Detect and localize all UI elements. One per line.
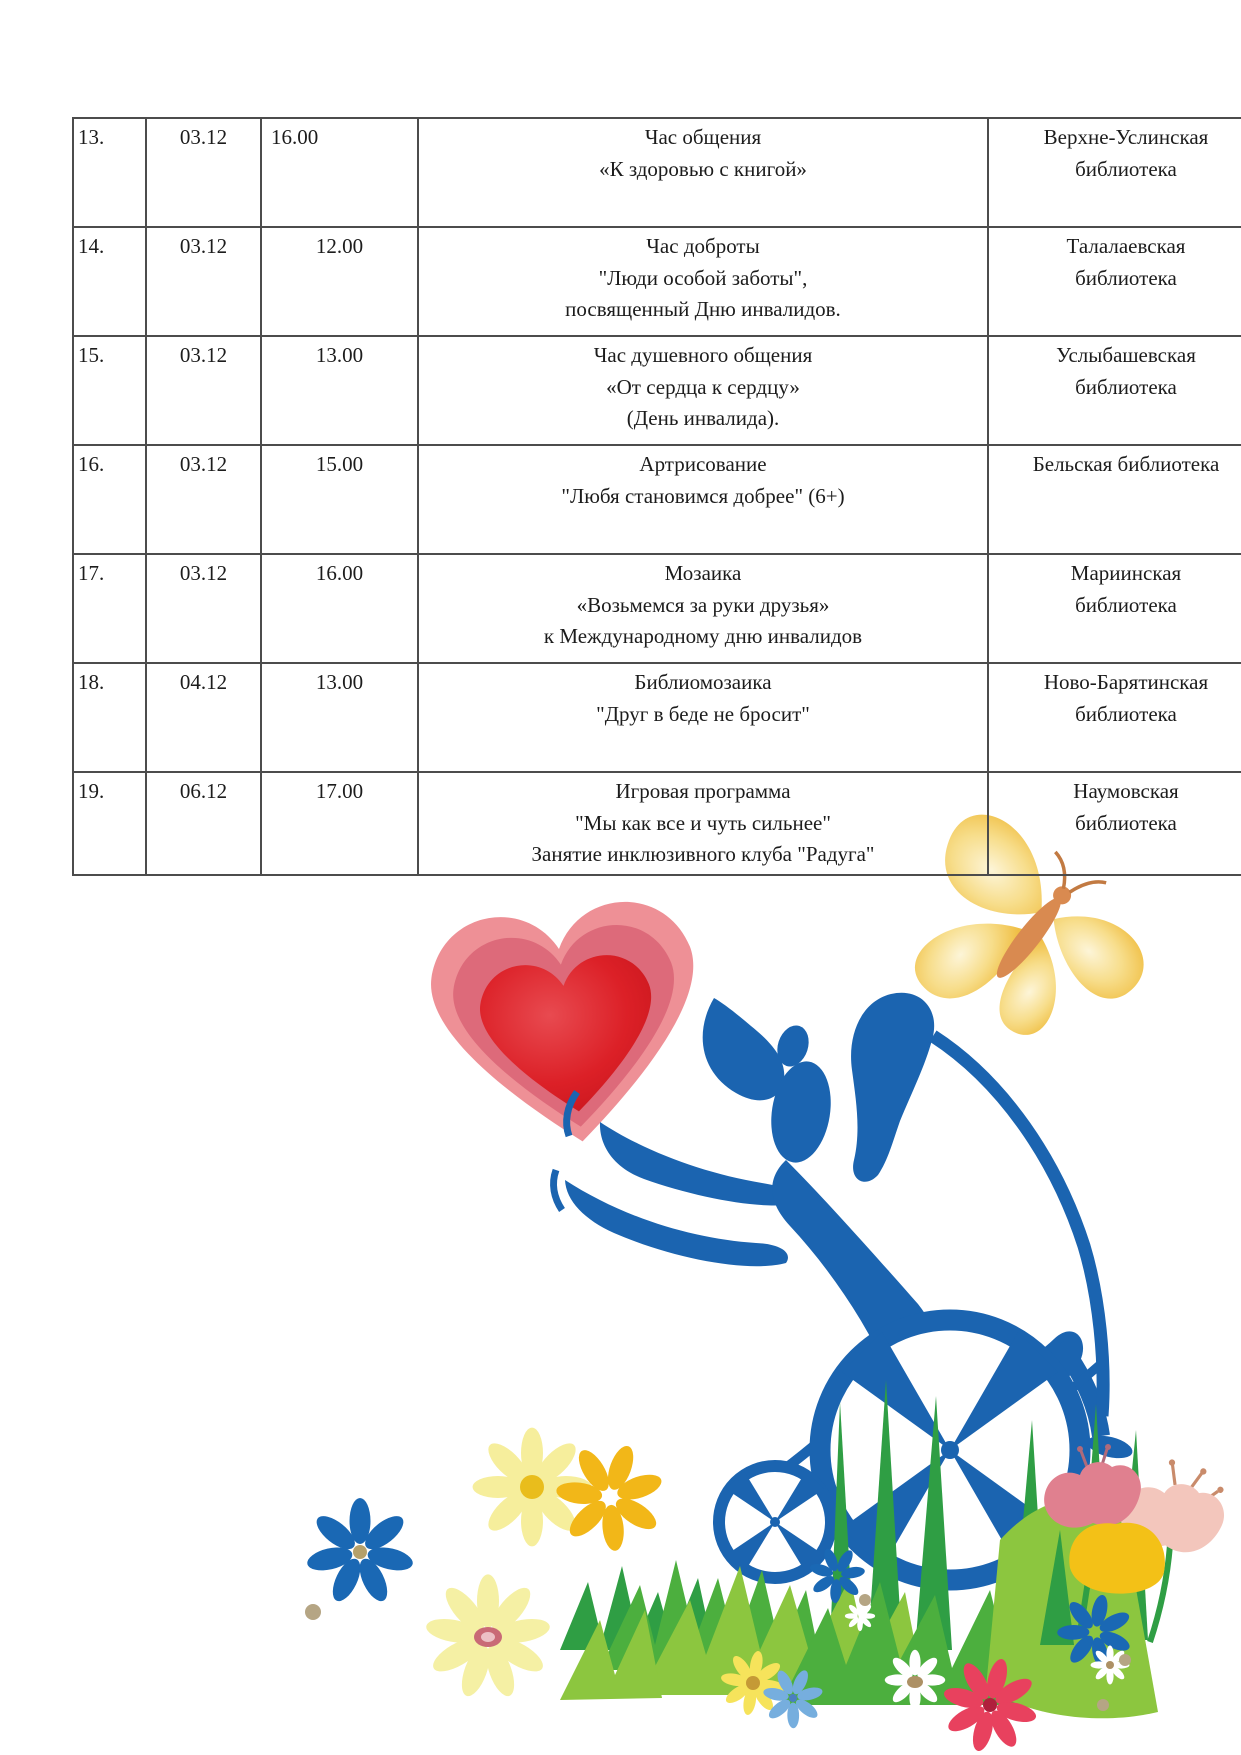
date-cell: 03.12: [146, 336, 261, 445]
row-number-cell: 18.: [73, 663, 146, 772]
table-row: [73, 663, 1241, 772]
table-row: [73, 118, 1241, 227]
table-row: [73, 227, 1241, 336]
event-title-cell: Час доброты "Люди особой заботы", посвященный Дню инвалидов.: [418, 227, 988, 336]
table-row: [73, 445, 1241, 554]
time-cell: 13.00: [261, 336, 418, 445]
date-cell: 03.12: [146, 227, 261, 336]
row-number-cell: 15.: [73, 336, 146, 445]
date-cell: 03.12: [146, 554, 261, 663]
time-cell: 12.00: [261, 227, 418, 336]
library-name-cell: Верхне-Услинская библиотека: [988, 118, 1241, 227]
event-title-cell: Час душевного общения «От сердца к сердцу» (День инвалида).: [418, 336, 988, 445]
row-number-cell: 19.: [73, 772, 146, 875]
event-title-cell: Час общения «К здоровью с книгой»: [418, 118, 988, 227]
time-cell: 17.00: [261, 772, 418, 875]
date-cell: 03.12: [146, 118, 261, 227]
row-number-cell: 17.: [73, 554, 146, 663]
wheelchair-small-wheel: [719, 1466, 831, 1578]
date-cell: 06.12: [146, 772, 261, 875]
row-number-cell: 13.: [73, 118, 146, 227]
time-cell: 16.00: [261, 118, 418, 227]
event-title-cell: Библиомозаика "Друг в беде не бросит": [418, 663, 988, 772]
events-table: [72, 117, 1241, 876]
event-title-cell: Игровая программа "Мы как все и чуть сильнее" Занятие инклюзивного клуба "Радуга": [418, 772, 988, 875]
events-tbody: [73, 118, 1241, 875]
table-row: [73, 554, 1241, 663]
library-name-cell: Бельская библиотека: [988, 445, 1241, 554]
library-name-cell: Наумовская библиотека: [988, 772, 1241, 875]
table-row: [73, 772, 1241, 875]
time-cell: 16.00: [261, 554, 418, 663]
clipart-illustration: [0, 740, 1241, 1755]
library-name-cell: Талалаевская библиотека: [988, 227, 1241, 336]
row-number-cell: 14.: [73, 227, 146, 336]
table-row: [73, 336, 1241, 445]
library-name-cell: Мариинская библиотека: [988, 554, 1241, 663]
date-cell: 03.12: [146, 445, 261, 554]
time-cell: 13.00: [261, 663, 418, 772]
date-cell: 04.12: [146, 663, 261, 772]
event-title-cell: Артрисование "Любя становимся добрее" (6+): [418, 445, 988, 554]
library-name-cell: Услыбашевская библиотека: [988, 336, 1241, 445]
row-number-cell: 16.: [73, 445, 146, 554]
event-title-cell: Мозаика «Возьмемся за руки друзья» к Международному дню инвалидов: [418, 554, 988, 663]
time-cell: 15.00: [261, 445, 418, 554]
library-name-cell: Ново-Барятинская библиотека: [988, 663, 1241, 772]
